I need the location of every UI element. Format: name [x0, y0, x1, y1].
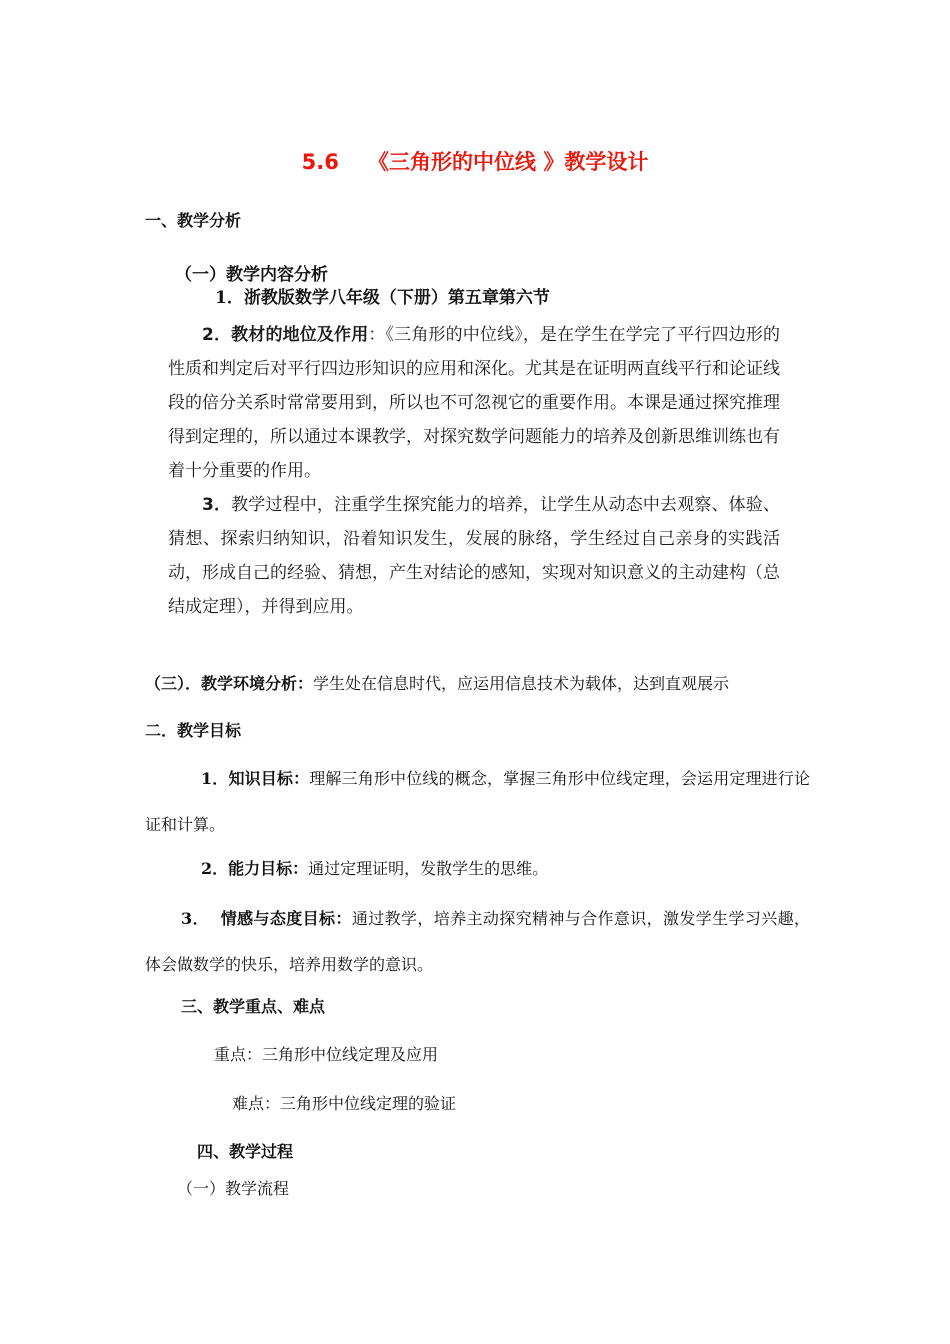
section-heading-process: 四、教学过程 — [197, 1142, 294, 1161]
paragraph-teaching-process — [168, 488, 780, 624]
goal-text: 通过定理证明，发散学生的思维。 — [308, 859, 549, 878]
goal-label: 1．知识目标： — [201, 769, 310, 788]
item-label: 教材的地位及作用 — [231, 325, 369, 345]
goal-label: 2．能力目标： — [201, 859, 309, 878]
goal-emotion — [145, 896, 810, 988]
subsection-teaching-flow: （一）教学流程 — [177, 1179, 290, 1198]
environment-analysis — [145, 673, 729, 695]
goal-knowledge — [145, 756, 810, 848]
item-number: 2． — [202, 325, 232, 345]
paragraph-textbook-role — [168, 318, 780, 488]
item-text: ：《三角形的中位线》，是在学生在学完了平行四边形的性质和判定后对平行四边形知识的应用和深化。尤其是在证明两直线平行和论证线段的倍分关系时常常要用到，所以也不可忽视它的重要作用。本课是通过探究推理得到定理的，所以通过本课教学，对探究数学问题能力的培养及创新思维训练也有着十分重要的作用。 — [168, 325, 780, 481]
document-title: 5.6 《三角形的中位线 》教学设计 — [301, 150, 649, 174]
item-text: 教学过程中，注重学生探究能力的培养，让学生从动态中去观察、体验、猜想、探索归纳知识，沿着知识发生，发展的脉络，学生经过自己亲身的实践活动，形成自己的经验、猜想，产生对结论的感知，实现对知识意义的主动建构（总结成定理），并得到应用。 — [168, 495, 780, 617]
key-point: 重点：三角形中位线定理及应用 — [214, 1045, 439, 1064]
environment-label: （三）．教学环境分析： — [145, 674, 314, 693]
item-textbook-chapter: 1．浙教版数学八年级（下册）第五章第六节 — [215, 288, 550, 308]
section-heading-key-points: 三、教学重点、难点 — [181, 997, 326, 1016]
item-number: 3． — [202, 495, 232, 515]
goal-text: 通过教学，培养主动探究精神与合作意识，激发学生学习兴趣，体会做数学的快乐，培养用数学的意识。 — [145, 909, 810, 974]
goal-label: 3． 情感与态度目标： — [181, 909, 352, 928]
goal-text: 理解三角形中位线的概念，掌握三角形中位线定理，会运用定理进行论证和计算。 — [145, 769, 810, 834]
environment-text: 学生处在信息时代，应运用信息技术为载体，达到直观展示 — [313, 674, 730, 693]
section-heading-goals: 二．教学目标 — [145, 721, 242, 740]
section-heading-analysis: 一、教学分析 — [145, 211, 242, 230]
subsection-content-analysis: （一）教学内容分析 — [175, 265, 328, 285]
difficulty-point: 难点：三角形中位线定理的验证 — [232, 1094, 457, 1113]
goal-ability — [201, 858, 548, 880]
